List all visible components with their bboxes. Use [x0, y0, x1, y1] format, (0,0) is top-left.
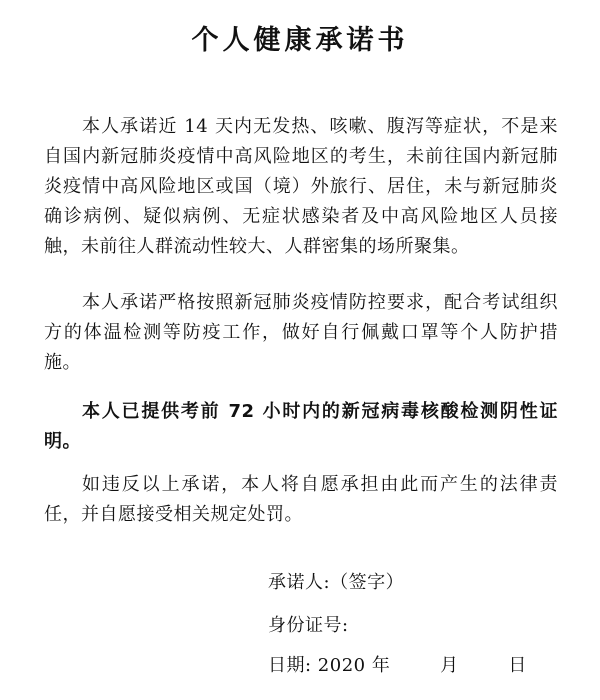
paragraph-health-status: 本人承诺近 14 天内无发热、咳嗽、腹泻等症状，不是来自国内新冠肺炎疫情中高风险地区的考生，未前往国内新冠肺炎疫情中高风险地区或国（境）外旅行、居住，未与新冠肺炎确诊病例、疑似病例、无症状感染者及中高风险地区人员接触，未前往人群流动性较大、人群密集的场所聚集。 [44, 116, 558, 257]
id-number-label: 身份证号: [268, 615, 349, 636]
paragraph-nucleic-acid-test: 本人已提供考前 72 小时内的新冠病毒核酸检测阴性证明。 [44, 401, 558, 452]
signer-label: 承诺人:（签字） [268, 572, 405, 593]
document-title: 个人健康承诺书 [191, 25, 409, 56]
paragraph-epidemic-prevention: 本人承诺严格按照新冠肺炎疫情防控要求，配合考试组织方的体温检测等防疫工作，做好自行佩戴口罩等个人防护措施。 [44, 292, 558, 373]
paragraph-liability: 如违反以上承诺，本人将自愿承担由此而产生的法律责任，并自愿接受相关规定处罚。 [44, 474, 558, 525]
date-label: 日期: 2020 年 月 日 [268, 655, 527, 676]
